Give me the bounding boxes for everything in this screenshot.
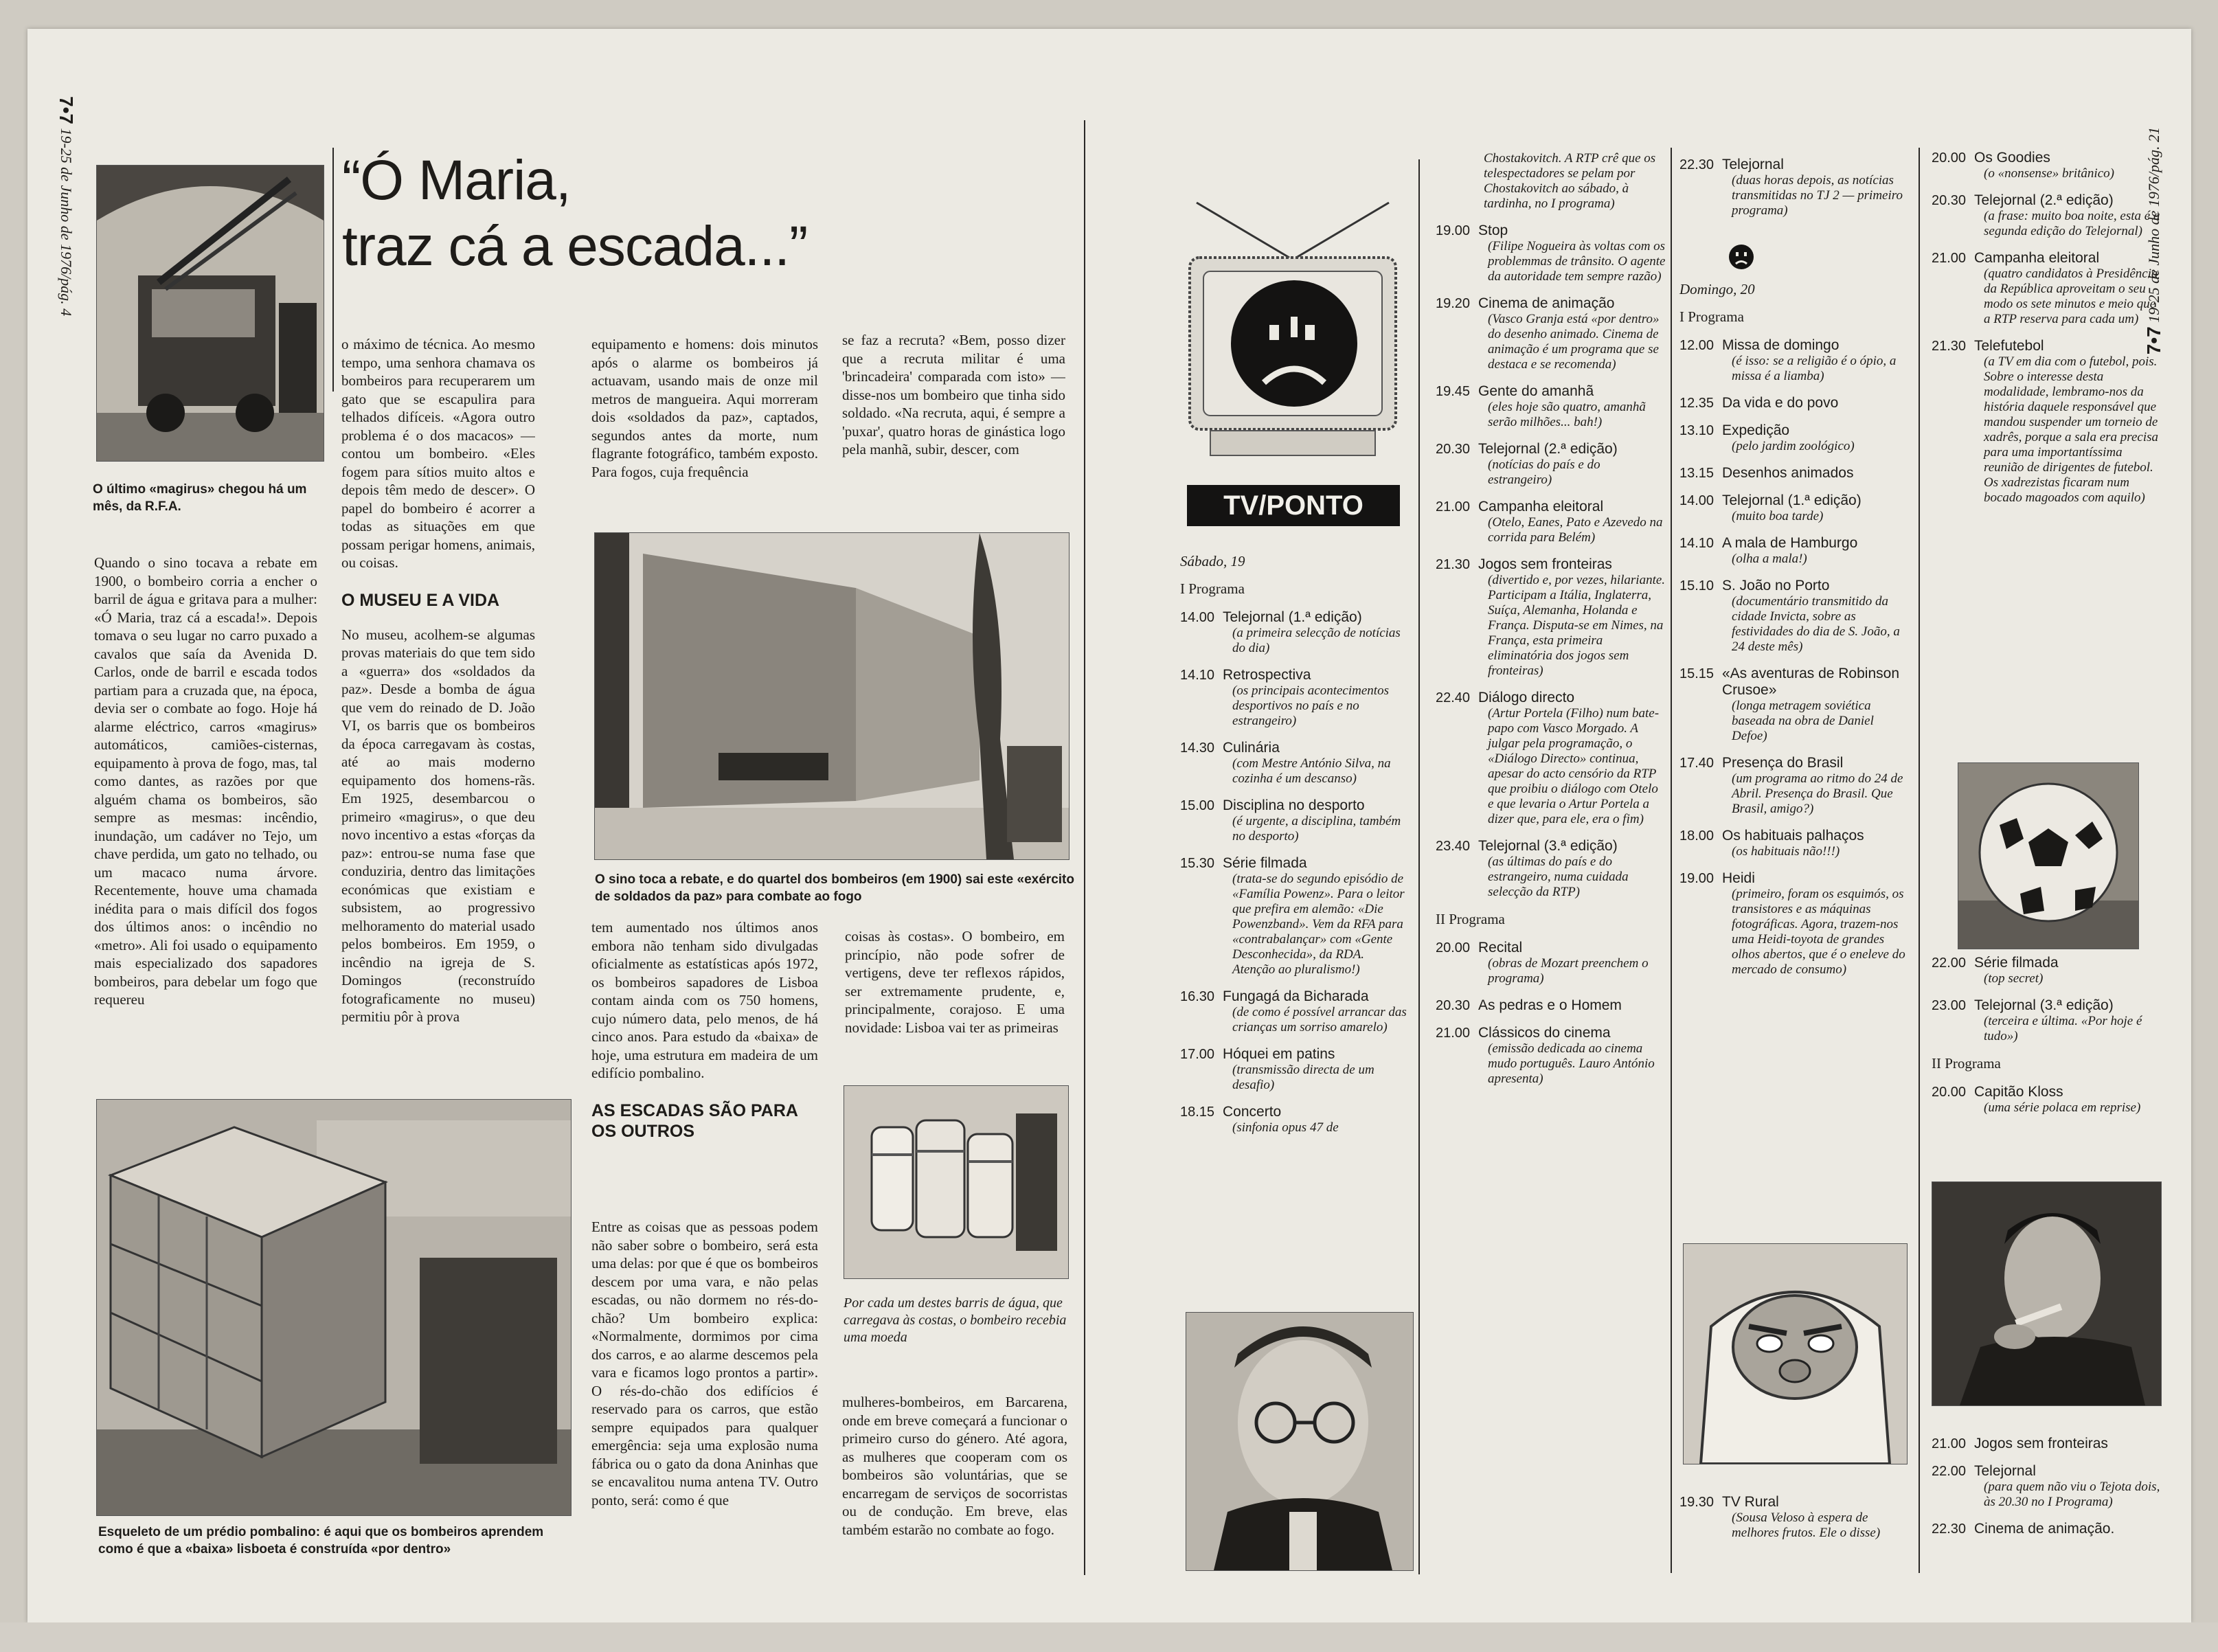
tv-rule-1 xyxy=(1418,159,1420,1574)
tv-listing-body xyxy=(1478,940,1666,986)
tv-listing-description: (Sousa Veloso à espera de melhores frutos. Ele o disse) xyxy=(1732,1510,1881,1540)
right-folio-logo: 7•7 xyxy=(2143,326,2164,355)
photo-pombalino-model xyxy=(96,1099,572,1516)
tv-listing-title: Os Goodies xyxy=(1974,150,2050,166)
photo-kloss xyxy=(1932,1181,2162,1406)
tv-listing-title: TV Rural xyxy=(1722,1494,1779,1510)
photo-football xyxy=(1958,762,2139,949)
tv-set-icon xyxy=(1183,182,1403,484)
tv-listing-body xyxy=(1722,493,1910,524)
tv-listing xyxy=(1932,1084,2165,1116)
tv-listing-time: 15.15 xyxy=(1679,666,1715,681)
tv-listing-time: 14.10 xyxy=(1679,536,1715,551)
col4c-text: mulheres-bombeiros, em Barcarena, onde em breve começará a funcionar o primeiro curso do género. Até agora, as mulheres que cooperam com os bombeiros são voluntárias, que se encarregam de serviços de socorristas ou de condução. Em breve, elas também estarão no combate ao fogo. xyxy=(842,1394,1067,1538)
tv-sunday-heading: Domingo, 20 xyxy=(1679,281,1755,297)
tv-listing xyxy=(1436,838,1666,900)
tv-listing-title: Telejornal (2.ª edição) xyxy=(1478,441,1618,457)
tv-listing-body xyxy=(1478,223,1666,284)
col2a-text: o máximo de técnica. Ao mesmo tempo, uma senhora chamava os bombeiros para recuperarem um gato que se escapulira para telhados difíceis. «Agora outro problema é o dos macacos» — contou um bombeiro. «Eles fogem para sítios muito altos e depois têm medo de descer». O papel do bombeiro é acorrer a todas as situações em que possam perigar homens, animais, ou coisas. xyxy=(341,336,535,571)
left-folio xyxy=(55,96,77,316)
tv-listing-time: 19.20 xyxy=(1436,296,1471,311)
tv-listing-description: (as últimas do país e do estrangeiro, numa cuidada selecção da RTP) xyxy=(1488,855,1629,899)
col3a-text: equipamento e homens: dois minutos após o alarme os bombeiros já actuavam, usando mais de onze mil metros de mangueira. Aqui morreram dois «soldados da paz», captados, segundos antes da morte, num flagrante fotográfico, também exposto. Para fogos, cuja frequência xyxy=(591,336,818,480)
tv-listing-time: 21.00 xyxy=(1436,499,1471,514)
tv-listing-description: (Otelo, Eanes, Pato e Azevedo na corrida para Belém) xyxy=(1488,515,1663,545)
tv-listing-title: Telejornal xyxy=(1722,157,1784,172)
tv-listing-time: 21.30 xyxy=(1932,339,1967,354)
tv-listing-time: 12.00 xyxy=(1679,338,1715,353)
tv-listing-title: Clássicos do cinema xyxy=(1478,1025,1611,1041)
tv-listing-body xyxy=(1223,1046,1407,1093)
photo-heidi-cartoon xyxy=(1683,1243,1908,1464)
tv-listing-title: Gente do amanhã xyxy=(1478,383,1594,399)
tv-listing-title: Telejornal (1.ª edição) xyxy=(1722,493,1861,508)
tv-listing-time: 13.10 xyxy=(1679,423,1715,438)
tv-listing-title: Série filmada xyxy=(1974,955,2059,971)
tv-listing-description: (muito boa tarde) xyxy=(1732,509,1824,523)
tv-listing-title: Série filmada xyxy=(1223,855,1307,871)
tv-listing-description: (quatro candidatos à Presidência da República aproveitam o seu modo os sete minutos e meio que a RTP reserva para cada um) xyxy=(1984,267,2158,326)
headline-line2: traz cá a escada...” xyxy=(342,215,808,278)
tv-listing-time: 12.35 xyxy=(1679,396,1715,411)
tv-listing-title: Telejornal (3.ª edição) xyxy=(1974,997,2114,1013)
tv-listing-body xyxy=(1974,1521,2165,1537)
tv-listing xyxy=(1932,1521,2165,1537)
tv-listing-description: (os principais acontecimentos desportivos no país e no estrangeiro) xyxy=(1232,683,1389,728)
tv-listing-description: (com Mestre António Silva, na cozinha é um descanso) xyxy=(1232,756,1391,786)
tv-listing-title: Presença do Brasil xyxy=(1722,755,1844,771)
photo-fire-truck xyxy=(96,165,324,462)
photo-barrels xyxy=(844,1085,1069,1279)
tv-listing-description: (obras de Mozart preenchem o programa) xyxy=(1488,956,1649,986)
article-column-1 xyxy=(94,554,317,1081)
subhead-escadas: AS ESCADAS SÃO PARA OS OUTROS xyxy=(591,1100,798,1138)
tv-listing-title: Telejornal (2.ª edição) xyxy=(1974,192,2114,208)
tv-listing-description: (o «nonsense» britânico) xyxy=(1984,166,2114,181)
tv-listing-title: Telejornal xyxy=(1974,1463,2036,1479)
tv-listing-description: (é isso: se a religião é o ópio, a missa é a liamba) xyxy=(1732,354,1897,383)
tv-listing-description: (documentário transmitido da cidade Invicta, sobre as festividades do dia de S. João, a 24 deste mês) xyxy=(1732,594,1900,654)
tv-listing-title: Campanha eleitoral xyxy=(1974,250,2100,266)
tv-listing-description: (notícias do país e do estrangeiro) xyxy=(1488,457,1600,487)
photo2-caption: O sino toca a rebate, e do quartel dos bombeiros (em 1900) sai este «exército de soldados da paz» para combate ao fogo xyxy=(595,872,1074,904)
tv-listing-time: 20.00 xyxy=(1436,940,1471,955)
tv-listing-title: Cinema de animação xyxy=(1478,295,1615,311)
tv-listing-time: 16.30 xyxy=(1180,989,1215,1004)
tv-listing-body xyxy=(1223,609,1407,656)
tv-listing-time: 23.00 xyxy=(1932,998,1967,1013)
photo4-caption: Por cada um destes barris de água, que carregava às costas, o bombeiro recebia uma moeda xyxy=(844,1295,1067,1345)
small-sad-face-icon xyxy=(1728,243,1755,271)
tv-listing-time: 14.00 xyxy=(1679,493,1715,508)
tv-listing-body xyxy=(1722,755,1910,817)
col4a-text: se faz a recruta? «Bem, posso dizer que a recruta militar é uma 'brincadeira' comparada com isto» — disse-nos um bombeiro que tinha sido soldado. «Na recruta, aqui, é sempre a 'puxar', quatro horas de ginástica logo pela manhã, subir, descer, com xyxy=(842,332,1065,457)
tv-listing-body xyxy=(1722,828,1910,859)
tv-listing-description: (duas horas depois, as notícias transmitidas no TJ 2 — primeiro programa) xyxy=(1732,173,1903,218)
tv-listing-description: (um programa ao ritmo do 24 de Abril. Presença do Brasil. Que Brasil, amigo?) xyxy=(1732,771,1903,816)
tv-listing xyxy=(1180,797,1407,844)
tv-listing-time: 23.40 xyxy=(1436,839,1471,854)
center-fold-rule xyxy=(1084,120,1085,1575)
tv-listing-description: (Artur Portela (Filho) num bate-papo com Vasco Morgado. A julgar pela programação, o «Diálogo Directo» continua, apesar do acto censório da RTP que proibiu o diálogo com Otelo e que levaria o Artur Portela a dizer que, para ele, era o fim) xyxy=(1488,706,1660,826)
tv-sun-program1-heading: I Programa xyxy=(1679,308,1744,325)
headline-rule xyxy=(332,148,334,392)
tv-listing-title: Retrospectiva xyxy=(1223,667,1311,683)
tv-listing-time: 18.15 xyxy=(1180,1105,1215,1120)
tv-listing-time: 13.15 xyxy=(1679,466,1715,481)
tv-listing-body xyxy=(1722,422,1910,454)
tv-listing-body xyxy=(1223,988,1407,1035)
left-folio-logo: 7•7 xyxy=(56,96,77,124)
right-folio-text: 19-25 de Junho de 1976/pág. 21 xyxy=(2145,127,2162,323)
subhead-museu: O MUSEU E A VIDA xyxy=(341,590,500,610)
tv-listing-title: S. João no Porto xyxy=(1722,578,1830,593)
tv-listing-body xyxy=(1478,383,1666,430)
tv-listing xyxy=(1932,1436,2165,1452)
tv-listing xyxy=(1679,755,1910,817)
tv-listing-time: 19.45 xyxy=(1436,384,1471,399)
tv-listing-title: Da vida e do povo xyxy=(1722,395,1839,411)
tv-listing xyxy=(1436,499,1666,545)
tv-listing xyxy=(1180,667,1407,729)
tv-listing xyxy=(1679,870,1910,977)
tv-sun-program2-heading: II Programa xyxy=(1932,1055,2001,1072)
tv-listing-title: Recital xyxy=(1478,940,1523,955)
tv-listing-body xyxy=(1974,1084,2165,1116)
tv-listing-description: (para quem não viu o Tejota dois, às 20.30 no I Programa) xyxy=(1984,1480,2160,1509)
article-column-3-bottom xyxy=(591,1218,818,1573)
tv-listing-description: (primeiro, foram os esquimós, os transistores e as máquinas fotográficas. Agora, trazem-nos uma Heidi-toyota de grandes olhos abertos, que é o eneleve do mercado de consumo) xyxy=(1732,887,1905,977)
col2b-text: No museu, acolhem-se algumas provas materiais do que tem sido a «guerra» dos «soldados da paz». Desde a bomba de água que vem do reinado de D. João VI, os barris que os bombeiros da época carregavam às costas, até ao mais moderno equipamento dos homens-rãs. Em 1925, desembarcou o primeiro «magirus», o que deu novo incentivo a estas «forças da paz»: entrou-se numa fase que conduziria, dentro das limitações económicas que existiam e subsistem, ao progressivo melhoramento do material usado pelos bombeiros. Em 1959, o incêndio na igreja de S. Domingos (reconstruído fotograficamente no museu) permitiu pôr à prova xyxy=(341,626,535,1025)
tv-listing-body xyxy=(1223,1104,1407,1135)
tv-listing-body xyxy=(1223,797,1407,844)
tv-listing-body xyxy=(1974,1463,2165,1510)
tv-column-4 xyxy=(1932,150,2165,517)
tv-listing xyxy=(1932,150,2165,181)
article-column-4-bottom xyxy=(842,1393,1067,1575)
tv-listing-description: (trata-se do segundo episódio de «Família Powenz». Para o leitor que prefira em alemão: «Die Powenzband». Vem da RFA para «contrabalançar» com «Gente Desconhecida», da RDA. Atenção ao pluralismo!) xyxy=(1232,872,1405,977)
tv-listing-body xyxy=(1722,465,1910,482)
tv-listing-body xyxy=(1478,441,1666,488)
tv-listing-body xyxy=(1722,666,1910,744)
photo3-caption: Esqueleto de um prédio pombalino: é aqui que os bombeiros aprendem como é que a «baixa» lisboeta é construída «por dentro» xyxy=(98,1525,544,1557)
tv-listing-description: (de como é possível arrancar das crianças um sorriso amarelo) xyxy=(1232,1005,1407,1034)
tv-listing xyxy=(1932,250,2165,327)
tv-listing-description: (eles hoje são quatro, amanhã serão milhões... bah!) xyxy=(1488,400,1646,429)
tv-listing-time: 22.30 xyxy=(1932,1521,1967,1537)
tv-listing-title: Missa de domingo xyxy=(1722,337,1840,353)
tv-listing xyxy=(1679,535,1910,567)
tv-listing xyxy=(1180,855,1407,977)
tv-listing-title: Telefutebol xyxy=(1974,338,2044,354)
tv-listing-time: 21.00 xyxy=(1436,1026,1471,1041)
headline-line1: “Ó Maria, xyxy=(342,149,571,212)
article-column-4-mid xyxy=(845,927,1065,1065)
tv-column-2 xyxy=(1436,151,1666,1098)
tv-column-3 xyxy=(1679,157,1910,988)
tv-listing-time: 15.00 xyxy=(1180,798,1215,813)
tv-listing xyxy=(1436,1025,1666,1087)
tv-column-4-bottom xyxy=(1932,1436,2165,1548)
col1-text: Quando o sino tocava a rebate em 1900, o bombeiro corria a encher o barril de água e gritava para a mulher: «Ó Maria, traz cá a escada!». Depois tomava o seu lugar no carro puxado a cavalos que saía da Avenida D. Carlos, onde de barril e escada todos partiam para a cruzada que, na época, devia ser o combate ao fogo. Hoje há alarme eléctrico, carros «magirus» automáticos, camiões-cisternas, equipamento à prova de fogo, mas, tal como dantes, as razões por que alguém chama os bombeiros, são sempre as mesmas: incêndio, inundação, um cadáver no Tejo, um chave perdida, um gato no telhado, ou um macaco numa árvore. Recentemente, houve uma chamada inédita para o mais difícil dos fogos dos últimos anos: o incêndio no «metro». Ali foi usado o equipamento mais especializado dos sapadores bombeiros, para debelar um fogo que requereu xyxy=(94,554,317,1008)
article-column-2 xyxy=(341,335,535,1078)
tv-listing-body xyxy=(1478,690,1666,827)
tv-saturday-heading: Sábado, 19 xyxy=(1180,553,1245,569)
tv-listing xyxy=(1679,666,1910,744)
tv-listing-time: 19.30 xyxy=(1679,1495,1715,1510)
tv-listing-title: Campanha eleitoral xyxy=(1478,499,1604,514)
tv-listing-body xyxy=(1223,855,1407,977)
tv-listing-title: Jogos sem fronteiras xyxy=(1478,556,1612,572)
tv-listing xyxy=(1932,338,2165,506)
tv-listing-body xyxy=(1722,157,1910,218)
tv-listing xyxy=(1180,1046,1407,1093)
tv-listing xyxy=(1436,690,1666,827)
tv-listing-description: (top secret) xyxy=(1984,971,2044,986)
tv-listing-time: 20.00 xyxy=(1932,1085,1967,1100)
headline xyxy=(342,148,807,280)
tv-listing-title: «As aventuras de Robinson Crusoe» xyxy=(1722,666,1899,698)
tv-listing xyxy=(1679,493,1910,524)
tv-rule-3 xyxy=(1919,148,1920,1573)
tv-listing-description: (a TV em dia com o futebol, pois. Sobre o interesse desta modalidade, lembramo-nos da história daquele responsável que mandou suspender um torneio de xadrês, porque a sala era precisa para uma importantíssima reunião de dirigentes de futebol. Os xadrezistas ficaram num bocado magoados com aquilo) xyxy=(1984,354,2159,505)
tv-listing-body xyxy=(1974,338,2165,506)
tv-listing xyxy=(1679,578,1910,655)
tv-listing-time: 18.00 xyxy=(1679,828,1715,844)
tv-listing-body xyxy=(1223,667,1407,729)
tv-listing xyxy=(1436,383,1666,430)
tv-rule-2 xyxy=(1671,148,1672,1573)
tv-listing xyxy=(1436,441,1666,488)
tv-column-4-mid xyxy=(1932,955,2165,1127)
tv-listing-time: 22.00 xyxy=(1932,1464,1967,1479)
tv-listing-body xyxy=(1722,395,1910,411)
tv-listing-time: 20.00 xyxy=(1932,150,1967,166)
tv-listing-time: 21.00 xyxy=(1932,1436,1967,1451)
tv-listing xyxy=(1679,465,1910,482)
tv-listing-title: Telejornal (1.ª edição) xyxy=(1223,609,1362,625)
tv-listing-title: Heidi xyxy=(1722,870,1755,886)
tv-listing-description: (pelo jardim zoológico) xyxy=(1732,439,1855,453)
tv-listing xyxy=(1436,997,1666,1014)
tv-listing-body xyxy=(1478,997,1666,1014)
tv-listing-body xyxy=(1722,578,1910,655)
tv-listing-description: (divertido e, por vezes, hilariante. Participam a Itália, Inglaterra, Suíça, Alemanha, Holanda e França. Disputa-se em Nimes, na França, esta primeira eliminatória dos jogos sem fronteiras) xyxy=(1488,573,1666,678)
tv-listing xyxy=(1679,1494,1910,1541)
col4b-text: coisas às costas». O bombeiro, em princípio, não pode sofrer de vertigens, deve ter reflexos rápidos, ser extremamente prudente, e, principalmente, corajoso. E uma novidade: Lisboa vai ter as primeiras xyxy=(845,928,1065,1036)
tv-listing-time: 22.40 xyxy=(1436,690,1471,705)
tv-listing-body xyxy=(1974,250,2165,327)
tv-listing-title: Desenhos animados xyxy=(1722,465,1854,481)
tv-listing-body xyxy=(1974,150,2165,181)
tv-listing-time: 20.30 xyxy=(1436,998,1471,1013)
tv-listing-time: 19.00 xyxy=(1679,871,1715,886)
tv-listing-body xyxy=(1478,1025,1666,1087)
tv-sat-program2-heading: II Programa xyxy=(1436,911,1505,927)
tv-listing xyxy=(1932,955,2165,986)
tv-listing-body xyxy=(1722,535,1910,567)
tv-listing xyxy=(1679,828,1910,859)
tv-listing-title: Telejornal (3.ª edição) xyxy=(1478,838,1618,854)
tv-listing-title: Hóquei em patins xyxy=(1223,1046,1335,1062)
tv-listing xyxy=(1679,337,1910,384)
tv-listing-description: (terceira e última. «Por hoje é tudo») xyxy=(1984,1014,2142,1043)
tv-listing-description: (os habituais não!!!) xyxy=(1732,844,1840,859)
tv-listing-body xyxy=(1722,337,1910,384)
photo1-caption: O último «magirus» chegou há um mês, da R.F.A. xyxy=(93,482,307,514)
tv-listing-body xyxy=(1478,499,1666,545)
tv-column-3-bottom xyxy=(1679,1494,1910,1552)
col3c-text: Entre as coisas que as pessoas podem não saber sobre o bombeiro, será esta uma delas: por que é que os bombeiros descem por uma vara, e não pelas escadas, ou não dormem no rés-do-chão? Um bombeiro explica: «Normalmente, dormimos por cima dos carros, e ao alarme descemos pela vara e ficamos logo prontos a partir». O rés-do-chão dos edifícios é reservado para os carros, que estão sempre equipados para qualquer emergência: seja uma explosão numa fábrica ou o gato da dona Aninhas que se encavalitou numa antena TV. Outro ponto, será: como é que xyxy=(591,1219,818,1508)
tv-listing-title: Diálogo directo xyxy=(1478,690,1575,705)
tv-ponto-banner: TV/PONTO xyxy=(1187,485,1400,526)
tv-listing xyxy=(1436,223,1666,284)
tv-listing xyxy=(1180,740,1407,787)
tv-listing-title: Cinema de animação. xyxy=(1974,1521,2115,1537)
tv-listing xyxy=(1180,1104,1407,1135)
tv-listing-body xyxy=(1974,1436,2165,1452)
tv-listing-body xyxy=(1478,295,1666,372)
tv-listing-time: 19.00 xyxy=(1436,223,1471,238)
tv-listing-description: (longa metragem soviética baseada na obra de Daniel Defoe) xyxy=(1732,699,1874,743)
tv-listing-description: (sinfonia opus 47 de xyxy=(1232,1120,1339,1135)
tv-listing-body xyxy=(1478,838,1666,900)
tv-listing-title: A mala de Hamburgo xyxy=(1722,535,1858,551)
tv-listing-time: 15.10 xyxy=(1679,578,1715,593)
tv-listing-title: Expedição xyxy=(1722,422,1790,438)
tv-listing xyxy=(1436,940,1666,986)
tv-listing-body xyxy=(1722,1494,1910,1541)
tv-listing xyxy=(1679,422,1910,454)
article-column-3-mid xyxy=(591,918,818,1138)
tv-listing xyxy=(1679,157,1910,218)
tv-listing-time: 17.00 xyxy=(1180,1047,1215,1062)
tv-listing-description: (Filipe Nogueira às voltas com os problemmas de trânsito. O agente da autoridade tem sempre razão) xyxy=(1488,239,1666,284)
tv-listing-time: 17.40 xyxy=(1679,756,1715,771)
tv-listing-title: Os habituais palhaços xyxy=(1722,828,1864,844)
tv-listing-time: 22.00 xyxy=(1932,955,1967,971)
tv-listing-time: 20.30 xyxy=(1932,193,1967,208)
tv-listing-description: (transmissão directa de um desafio) xyxy=(1232,1063,1374,1092)
tv-listing-body xyxy=(1478,556,1666,679)
tv-logo xyxy=(1183,182,1403,484)
tv-listing-time: 14.00 xyxy=(1180,610,1215,625)
tv-listing xyxy=(1436,556,1666,679)
tv-listing-time: 14.10 xyxy=(1180,668,1215,683)
tv-listing-description: (a primeira selecção de notícias do dia) xyxy=(1232,626,1401,655)
tv-concerto-continued: Chostakovitch. A RTP crê que os telespectadores se pelam por Chostakovitch ao sábado, à tardinha, no I programa) xyxy=(1484,151,1656,211)
tv-listing-time: 15.30 xyxy=(1180,856,1215,871)
tv-listing-time: 22.30 xyxy=(1679,157,1715,172)
photo-chostakovitch xyxy=(1186,1312,1414,1571)
tv-column-1 xyxy=(1180,546,1407,1146)
tv-listing-time: 20.30 xyxy=(1436,442,1471,457)
tv-listing xyxy=(1932,997,2165,1044)
tv-listing-description: (Vasco Granja está «por dentro» do desenho animado. Cinema de animação é um programa que se destaca e se recomenda) xyxy=(1488,312,1660,372)
article-column-3-top xyxy=(591,335,818,495)
tv-listing xyxy=(1679,395,1910,411)
tv-listing-title: Concerto xyxy=(1223,1104,1282,1120)
left-folio-text: 19-25 de Junho de 1976/pág. 4 xyxy=(58,128,75,317)
tv-listing-description: (olha a mala!) xyxy=(1732,552,1807,566)
article-column-4-top xyxy=(842,331,1065,495)
tv-listing-body xyxy=(1223,740,1407,787)
tv-listing-title: As pedras e o Homem xyxy=(1478,997,1622,1013)
tv-listing-body xyxy=(1722,870,1910,977)
tv-listing-description: (uma série polaca em reprise) xyxy=(1984,1100,2141,1115)
tv-listing-time: 14.30 xyxy=(1180,740,1215,756)
tv-listing-body xyxy=(1974,192,2165,239)
tv-listing-description: (emissão dedicada ao cinema mudo português. Lauro António apresenta) xyxy=(1488,1041,1655,1086)
tv-listing xyxy=(1932,192,2165,239)
tv-listing xyxy=(1180,988,1407,1035)
tv-listing-title: Culinária xyxy=(1223,740,1280,756)
tv-listing-title: Fungagá da Bicharada xyxy=(1223,988,1369,1004)
bottom-strip xyxy=(0,1622,2218,1652)
tv-sat-program1-heading: I Programa xyxy=(1180,580,1245,597)
tv-listing-title: Stop xyxy=(1478,223,1508,238)
tv-listing xyxy=(1436,295,1666,372)
tv-listing-body xyxy=(1974,997,2165,1044)
tv-listing-title: Capitão Kloss xyxy=(1974,1084,2063,1100)
tv-listing-description: (é urgente, a disciplina, também no desporto) xyxy=(1232,814,1401,844)
tv-listing xyxy=(1180,609,1407,656)
tv-listing-title: Disciplina no desporto xyxy=(1223,797,1365,813)
tv-listing-time: 21.30 xyxy=(1436,557,1471,572)
tv-listing-description: (a frase: muito boa noite, esta é a segunda edição do Telejornal) xyxy=(1984,209,2160,238)
tv-listing xyxy=(1932,1463,2165,1510)
tv-listing-title: Jogos sem fronteiras xyxy=(1974,1436,2108,1451)
tv-listing-body xyxy=(1974,955,2165,986)
photo-quartel xyxy=(594,532,1070,860)
col3b-text: tem aumentado nos últimos anos embora não tenham sido divulgadas oficialmente as estatísticas após 1972, os bombeiros sapadores de Lisboa contam ainda com os 750 homens, cujo número data, pelo menos, de há cinco anos. Para estudo da «baixa» de hoje, uma estrutura em madeira de um edifício pombalino. xyxy=(591,919,818,1081)
tv-listing-time: 21.00 xyxy=(1932,251,1967,266)
